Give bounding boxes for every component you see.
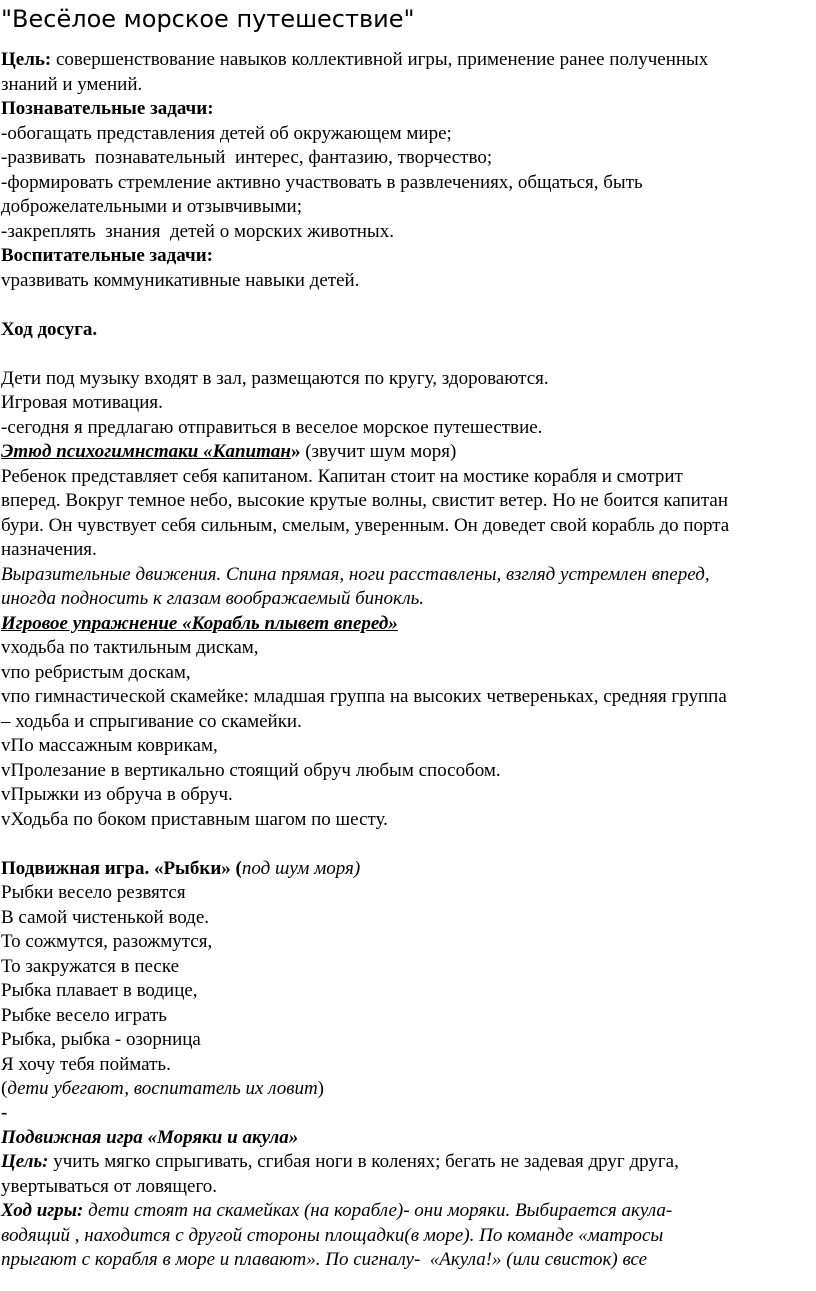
expressive-line-2: иногда подносить к глазам воображаемый бинокль. (1, 588, 425, 609)
poem-line: Рыбка, рыбка - озорница (1, 1029, 201, 1050)
fish-title: Подвижная игра. «Рыбки» ( (1, 857, 242, 879)
course-heading-text: Ход досуга. (1, 318, 98, 340)
exercise-item: vходьба по тактильным дискам, (1, 637, 259, 658)
etude-note: (звучит шум моря) (300, 441, 457, 462)
cognitive-item: -развивать познавательный интерес, фантазию, творчество; (1, 147, 493, 168)
etude-title: Этюд психогимнстаки «Капитан (1, 441, 291, 462)
shark-course-cont (1, 1248, 816, 1273)
document-title: "Весёлое морское путешествие" (1, 5, 415, 33)
exercise-title: Игровое упражнение «Корабль плывет вперед» (1, 612, 398, 634)
course-line: -сегодня я предлагаю отправиться в веселое морское путешествие. (1, 416, 543, 438)
shark-goal-line (1, 1150, 816, 1175)
expressive-line-1: Выразительные движения. Спина прямая, ноги расставлены, взгляд устремлен вперед, (1, 563, 710, 585)
fish-heading (1, 857, 816, 882)
etude-text: назначения. (1, 539, 97, 560)
fish-action-line (1, 1077, 816, 1102)
educational-heading-text: Воспитательные задачи: (1, 245, 213, 266)
shark-title: Подвижная игра «Моряки и акула» (1, 1126, 299, 1148)
exercise-item: vПо массажным коврикам, (1, 735, 218, 756)
course-line: Игровая мотивация. (1, 392, 163, 413)
cognitive-item-cont: доброжелательными и отзывчивыми; (1, 196, 303, 217)
exercise-heading (1, 612, 816, 637)
shark-course-cont (1, 1224, 816, 1249)
poem-line: В самой чистенькой воде. (1, 906, 210, 928)
shark-course-text-3: прыгают с корабля в море и плавают». По сигналу- «Акула!» (или свисток) все (1, 1249, 648, 1270)
poem-line: Рыбке весело играть (1, 1004, 167, 1026)
course-line: Дети под музыку входят в зал, размещаются по кругу, здороваются. (1, 367, 549, 389)
etude-text: бури. Он чувствует себя сильным, смелым, уверенным. Он доведет свой корабль до порта (1, 514, 730, 536)
shark-course-text-2: водящий , находится с другой стороны площадки(в море). По команде «матросы (1, 1224, 664, 1246)
etude-heading (1, 440, 816, 465)
cognitive-heading-text: Познавательные задачи: (1, 98, 214, 119)
goal-line (1, 48, 816, 73)
poem-line: Рыбки весело резвятся (1, 882, 186, 903)
spacer (1, 342, 816, 367)
shark-course-label: Ход игры: (1, 1200, 84, 1221)
cognitive-item: -закреплять знания детей о морских животных. (1, 220, 394, 242)
exercise-item: vПролезание в вертикально стоящий обруч любым способом. (1, 759, 501, 781)
goal-text: совершенствование навыков коллективной игры, применение ранее полученных (51, 49, 709, 70)
goal-text-cont: знаний и умений. (1, 73, 143, 95)
course-heading (1, 318, 816, 343)
exercise-item: vпо гимнастической скамейке: младшая группа на высоких четвереньках, средняя группа (1, 686, 727, 707)
shark-goal-label: Цель: (1, 1151, 49, 1172)
etude-quote: » (290, 441, 301, 462)
poem-line: Рыбка плавает в водице, (1, 980, 198, 1001)
etude-text: Ребенок представляет себя капитаном. Капитан стоит на мостике корабля и смотрит (1, 465, 683, 487)
etude-text: вперед. Вокруг темное небо, высокие крутые волны, свистит ветер. Но не боится капитан (1, 490, 728, 511)
cognitive-heading (1, 97, 816, 122)
poem-line: То закружатся в песке (1, 955, 180, 977)
paren-open: ( (1, 1078, 8, 1099)
expressive-text (1, 563, 816, 588)
expressive-text (1, 587, 816, 612)
educational-heading (1, 244, 816, 269)
separator-dash: - (1, 1101, 8, 1123)
fish-action: дети убегают, воспитатель их ловит (7, 1078, 318, 1099)
spacer (1, 293, 816, 318)
shark-goal-text: учить мягко спрыгивать, сгибая ноги в коленях; бегать не задевая друг друга, (48, 1151, 679, 1172)
goal-label: Цель: (1, 49, 52, 70)
spacer (1, 832, 816, 857)
exercise-item: vПрыжки из обруча в обруч. (1, 784, 233, 805)
exercise-item: vХодьба по боком приставным шагом по шесту. (1, 808, 388, 830)
exercise-item: vпо ребристым доскам, (1, 661, 191, 683)
shark-course-text: дети стоят на скамейках (на корабле)- они моряки. Выбирается акула- (83, 1200, 673, 1221)
exercise-item-cont: – ходьба и спрыгивание со скамейки. (1, 710, 302, 732)
fish-note: под шум моря) (241, 857, 361, 879)
cognitive-item: -формировать стремление активно участвовать в развлечениях, общаться, быть (1, 171, 643, 193)
poem-line: Я хочу тебя поймать. (1, 1053, 171, 1075)
shark-course-line (1, 1199, 816, 1224)
shark-heading (1, 1126, 816, 1151)
cognitive-item: -обогащать представления детей об окружающем мире; (1, 122, 452, 144)
educational-item: vразвивать коммуникативные навыки детей. (1, 269, 360, 291)
paren-close: ) (317, 1078, 324, 1099)
shark-goal-cont: увертываться от ловящего. (1, 1175, 218, 1197)
poem-line: То сожмутся, разожмутся, (1, 931, 213, 952)
